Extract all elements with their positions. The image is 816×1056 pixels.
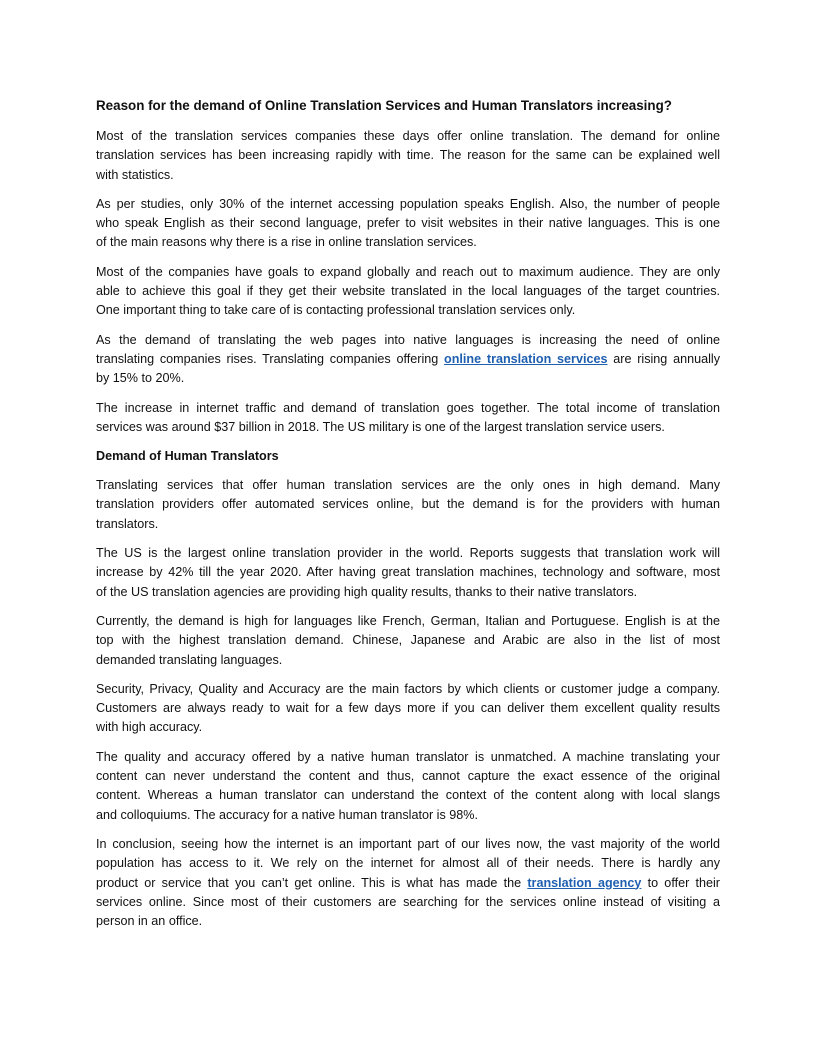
text-segment: product or service that you can’t get online. This is what has made the <box>96 875 528 890</box>
text-line: Most of the translation services companies these days offer online translation. The demand for online <box>96 129 720 143</box>
text-line: In conclusion, seeing how the internet is an important part of our lives now, the vast majority of the world <box>96 836 720 851</box>
text-line: The quality and accuracy offered by a native human translator is unmatched. A machine translating your <box>96 749 720 764</box>
document-body <box>96 127 720 931</box>
text-line: population has access to it. We rely on the internet for almost all of their needs. There is hardly any <box>96 856 720 871</box>
inline-link[interactable]: translation agency <box>527 875 642 890</box>
text-line: Currently, the demand is high for languages like French, German, Italian and Portuguese. English is at the <box>96 613 720 628</box>
text-line: The US is the largest online translation provider in the world. Reports suggests that translation work will <box>96 546 720 561</box>
text-line: content. Whereas a human translator can understand the context of the content along with local slangs <box>96 788 720 803</box>
paragraph <box>96 680 720 738</box>
text-line: person in an office. <box>96 914 203 929</box>
text-line: translators. <box>96 516 159 531</box>
text-line: Security, Privacy, Quality and Accuracy are the main factors by which clients or customer judge a company. <box>96 681 720 696</box>
paragraph <box>96 263 720 321</box>
text-line: services online. Since most of their customers are searching for the services online instead of visiting a <box>96 894 720 909</box>
text-segment: are rising annually <box>607 351 720 366</box>
paragraph <box>96 476 720 534</box>
inline-link[interactable]: online translation services <box>444 351 608 366</box>
paragraph <box>96 195 720 253</box>
text-line: translation providers offer automated services online, but the demand is for the providers with human <box>96 497 720 512</box>
text-line <box>96 874 720 893</box>
text-line: who speak English as their second language, prefer to visit websites in their native languages. This is one <box>96 216 720 231</box>
text-line: content can never understand the content and thus, cannot capture the exact essence of the original <box>96 769 720 784</box>
text-line: demanded translating languages. <box>96 652 283 667</box>
text-line: As per studies, only 30% of the internet accessing population speaks English. Also, the number of people <box>96 196 720 211</box>
text-line: One important thing to take care of is contacting professional translation services only. <box>96 303 576 318</box>
text-segment: to offer their <box>641 875 721 890</box>
document-page <box>96 96 720 941</box>
text-line: translation services has been increasing rapidly with time. The reason for the same can be explained well <box>96 148 720 163</box>
paragraph <box>96 544 720 602</box>
paragraph <box>96 399 720 438</box>
paragraph <box>96 331 720 389</box>
text-line: and colloquiums. The accuracy for a native human translator is 98%. <box>96 807 478 822</box>
text-line: top with the highest translation demand. Chinese, Japanese and Arabic are also in the list of most <box>96 633 720 648</box>
paragraph <box>96 748 720 825</box>
paragraph <box>96 612 720 670</box>
section-heading: Demand of Human Translators <box>96 449 279 464</box>
text-line: Customers are always ready to wait for a few days more if you can deliver them excellent quality results <box>96 701 720 716</box>
text-line: services was around $37 billion in 2018. The US military is one of the largest translation service users. <box>96 419 665 434</box>
paragraph <box>96 127 720 185</box>
text-segment: translating companies rises. Translating companies offering <box>96 351 445 366</box>
text-line: Translating services that offer human translation services are the only ones in high demand. Many <box>96 478 720 493</box>
text-line: by 15% to 20%. <box>96 371 185 386</box>
text-line: Most of the companies have goals to expand globally and reach out to maximum audience. They are only <box>96 264 720 279</box>
document-title: Reason for the demand of Online Translation Services and Human Translators increasing? <box>96 98 672 113</box>
text-line: able to achieve this goal if they get their website translated in the local languages of the target countries. <box>96 284 720 299</box>
text-line: increase by 42% till the year 2020. After having great translation machines, technology and software, most <box>96 565 720 580</box>
text-line: with high accuracy. <box>96 720 203 735</box>
text-line: The increase in internet traffic and demand of translation goes together. The total income of translation <box>96 400 720 415</box>
text-line <box>96 350 720 369</box>
text-line: of the US translation agencies are providing high quality results, thanks to their native translators. <box>96 584 638 599</box>
text-line: with statistics. <box>96 167 174 182</box>
text-line: As the demand of translating the web pages into native languages is increasing the need of online <box>96 332 720 347</box>
paragraph <box>96 835 720 931</box>
text-line: of the main reasons why there is a rise in online translation services. <box>96 235 477 250</box>
